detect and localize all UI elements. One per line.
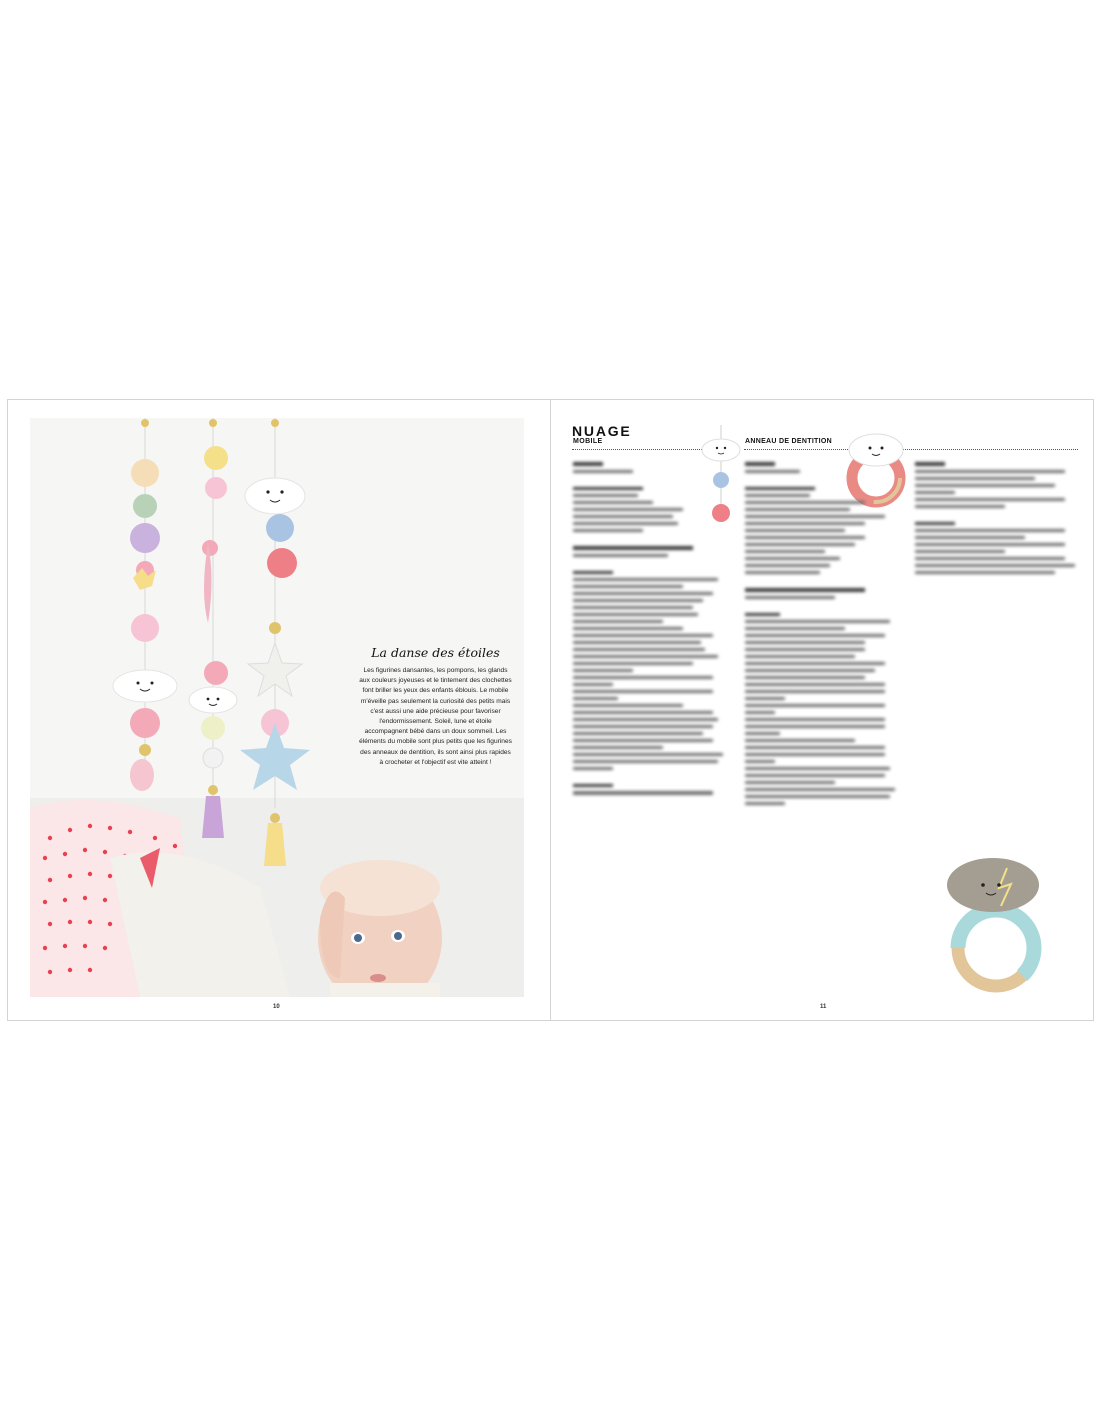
mobile-instructions [573, 458, 723, 798]
subtitle-ring: ANNEAU DE DENTITION [745, 438, 832, 445]
finishing-instructions [915, 458, 1075, 578]
teething-ring-grey-icon [941, 850, 1051, 1000]
right-page [550, 399, 1094, 1021]
ring-instructions [745, 458, 895, 809]
page-number-right: 11 [820, 1004, 827, 1010]
intro-title: La danse des étoiles [371, 645, 500, 660]
book-spread [7, 399, 1094, 1021]
page-number-left: 10 [273, 1004, 280, 1010]
subtitle-mobile: MOBILE [573, 438, 603, 445]
pattern-title: NUAGE [572, 423, 632, 439]
intro-text: Les figurines dansantes, les pompons, les glands aux couleurs joyeuses et le tintement des clochettes font briller les yeux des enfants éblouis. Le mobile m'éveille pas seulement la curiosité des petits mais c'est aussi une aide précieuse pour favoriser l'endormissement. Soleil, lune et étoile accompagnent bébé dans un doux sommeil. Les éléments du mobile sont plus petits que les figurines des anneaux de dentition, ils sont ainsi plus rapides à crocheter et l'objectif est vite atteint ! [359, 667, 512, 766]
left-page [7, 399, 550, 1021]
dotted-rule [744, 449, 1078, 450]
intro-block [358, 645, 513, 768]
